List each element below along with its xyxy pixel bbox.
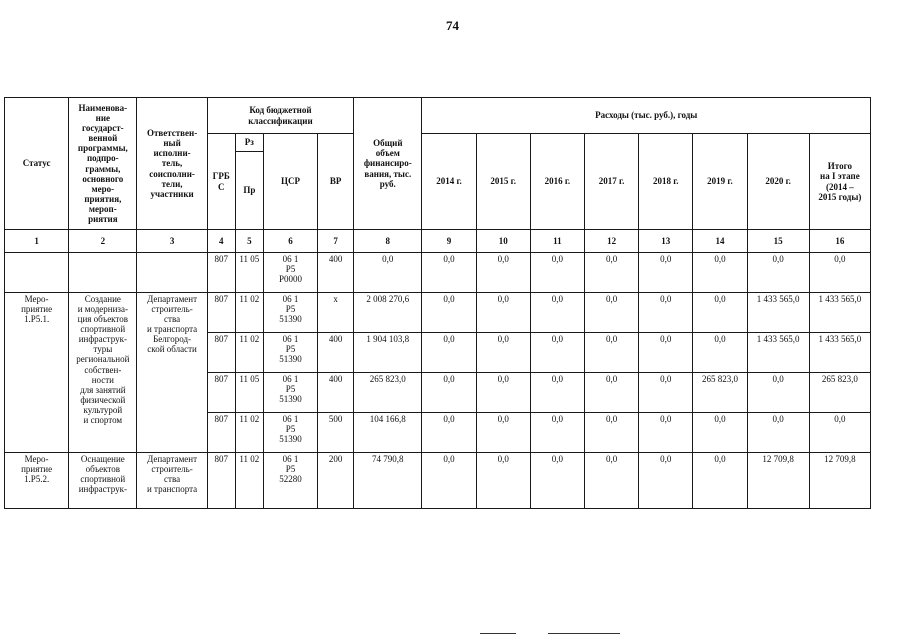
amount-2020: 0,0 <box>747 253 809 293</box>
column-number-row <box>5 230 871 253</box>
amount-2019: 0,0 <box>693 333 747 373</box>
grbs-cell: 807 <box>207 373 235 413</box>
amount-2019: 0,0 <box>693 253 747 293</box>
amount-2017: 0,0 <box>584 333 638 373</box>
header-year-2017: 2017 г. <box>584 134 638 230</box>
responsible-cell <box>137 253 207 293</box>
csr-cell: 06 1 P5 P0000 <box>263 253 317 293</box>
rzpr-cell: 11 02 <box>235 293 263 333</box>
amount-2018: 0,0 <box>639 253 693 293</box>
csr-cell: 06 1 P5 52280 <box>263 453 317 509</box>
column-number: 6 <box>263 230 317 253</box>
amount-stage: 0,0 <box>809 253 870 293</box>
column-number: 2 <box>69 230 137 253</box>
grbs-cell: 807 <box>207 453 235 509</box>
header-responsible: Ответствен- ный исполни- тель, соисполни- тели, участники <box>137 98 207 230</box>
header-year-2019: 2019 г. <box>693 134 747 230</box>
amount-2017: 0,0 <box>584 413 638 453</box>
rzpr-cell: 11 05 <box>235 373 263 413</box>
amount-2014: 0,0 <box>422 253 476 293</box>
amount-stage: 12 709,8 <box>809 453 870 509</box>
grbs-cell: 807 <box>207 293 235 333</box>
vr-cell: 400 <box>318 373 354 413</box>
column-number: 10 <box>476 230 530 253</box>
table-row <box>5 453 871 509</box>
header-year-2015: 2015 г. <box>476 134 530 230</box>
header-budget-code: Код бюджетной классификации <box>207 98 354 134</box>
page-number: 74 <box>446 18 459 33</box>
name-cell: Создание и модерниза- ция объектов спортивной инфраструк- туры региональной собствен- ности для занятий физической культурой и спортом <box>69 293 137 453</box>
amount-2020: 0,0 <box>747 413 809 453</box>
amount-2015: 0,0 <box>476 453 530 509</box>
scan-mark <box>480 633 516 634</box>
table-row <box>5 293 871 333</box>
total-cell: 1 904 103,8 <box>354 333 422 373</box>
column-number: 16 <box>809 230 870 253</box>
header-total-stage: Итого на I этапе (2014 – 2015 годы) <box>809 134 870 230</box>
amount-2015: 0,0 <box>476 373 530 413</box>
status-cell: Меро- приятие 1.P5.1. <box>5 293 69 453</box>
amount-2015: 0,0 <box>476 413 530 453</box>
amount-2017: 0,0 <box>584 373 638 413</box>
vr-cell: 500 <box>318 413 354 453</box>
header-grbs: ГРБ С <box>207 134 235 230</box>
amount-2018: 0,0 <box>639 413 693 453</box>
header-csr: ЦСР <box>263 134 317 230</box>
rzpr-cell: 11 02 <box>235 453 263 509</box>
responsible-cell: Департамент строитель- ства и транспорта <box>137 453 207 509</box>
amount-2016: 0,0 <box>530 333 584 373</box>
amount-2016: 0,0 <box>530 373 584 413</box>
header-total-volume: Общий объем финансиро- вания, тыс. руб. <box>354 98 422 230</box>
amount-2019: 0,0 <box>693 413 747 453</box>
amount-2019: 265 823,0 <box>693 373 747 413</box>
amount-2020: 0,0 <box>747 373 809 413</box>
table-header <box>5 98 871 253</box>
amount-stage: 265 823,0 <box>809 373 870 413</box>
table-row <box>5 253 871 293</box>
amount-2018: 0,0 <box>639 293 693 333</box>
amount-2019: 0,0 <box>693 453 747 509</box>
grbs-cell: 807 <box>207 333 235 373</box>
responsible-cell: Департамент строитель- ства и транспорта Белгород- ской области <box>137 293 207 453</box>
amount-stage: 0,0 <box>809 413 870 453</box>
csr-cell: 06 1 P5 51390 <box>263 373 317 413</box>
amount-2018: 0,0 <box>639 373 693 413</box>
amount-stage: 1 433 565,0 <box>809 293 870 333</box>
budget-table <box>4 97 871 509</box>
grbs-cell: 807 <box>207 253 235 293</box>
amount-2017: 0,0 <box>584 453 638 509</box>
vr-cell: 400 <box>318 333 354 373</box>
amount-2018: 0,0 <box>639 333 693 373</box>
column-number: 11 <box>530 230 584 253</box>
total-cell: 104 166,8 <box>354 413 422 453</box>
amount-2020: 1 433 565,0 <box>747 293 809 333</box>
vr-cell: х <box>318 293 354 333</box>
amount-2017: 0,0 <box>584 293 638 333</box>
amount-2016: 0,0 <box>530 453 584 509</box>
name-cell <box>69 253 137 293</box>
amount-2014: 0,0 <box>422 453 476 509</box>
vr-cell: 200 <box>318 453 354 509</box>
amount-stage: 1 433 565,0 <box>809 333 870 373</box>
total-cell: 265 823,0 <box>354 373 422 413</box>
column-number: 3 <box>137 230 207 253</box>
amount-2020: 1 433 565,0 <box>747 333 809 373</box>
status-cell <box>5 253 69 293</box>
amount-2014: 0,0 <box>422 333 476 373</box>
header-program-name: Наименова- ние государст- венной программы, подпро- граммы, основного меро- приятия, мероп- риятия <box>69 98 137 230</box>
amount-2014: 0,0 <box>422 413 476 453</box>
amount-2015: 0,0 <box>476 333 530 373</box>
rzpr-cell: 11 02 <box>235 413 263 453</box>
total-cell: 0,0 <box>354 253 422 293</box>
rzpr-cell: 11 02 <box>235 333 263 373</box>
column-number: 14 <box>693 230 747 253</box>
grbs-cell: 807 <box>207 413 235 453</box>
header-rz: Рз <box>235 134 263 152</box>
amount-2015: 0,0 <box>476 293 530 333</box>
name-cell: Оснащение объектов спортивной инфраструк- <box>69 453 137 509</box>
header-vr: ВР <box>318 134 354 230</box>
header-year-2016: 2016 г. <box>530 134 584 230</box>
amount-2016: 0,0 <box>530 413 584 453</box>
header-year-2014: 2014 г. <box>422 134 476 230</box>
column-number: 4 <box>207 230 235 253</box>
amount-2014: 0,0 <box>422 373 476 413</box>
amount-2018: 0,0 <box>639 453 693 509</box>
amount-2016: 0,0 <box>530 253 584 293</box>
scan-mark <box>548 633 620 634</box>
total-cell: 2 008 270,6 <box>354 293 422 333</box>
amount-2020: 12 709,8 <box>747 453 809 509</box>
header-year-2020: 2020 г. <box>747 134 809 230</box>
amount-2015: 0,0 <box>476 253 530 293</box>
vr-cell: 400 <box>318 253 354 293</box>
column-number: 12 <box>584 230 638 253</box>
column-number: 15 <box>747 230 809 253</box>
status-cell: Меро- приятие 1.P5.2. <box>5 453 69 509</box>
column-number: 1 <box>5 230 69 253</box>
total-cell: 74 790,8 <box>354 453 422 509</box>
header-status: Статус <box>5 98 69 230</box>
csr-cell: 06 1 P5 51390 <box>263 333 317 373</box>
header-year-2018: 2018 г. <box>639 134 693 230</box>
column-number: 5 <box>235 230 263 253</box>
column-number: 7 <box>318 230 354 253</box>
csr-cell: 06 1 P5 51390 <box>263 413 317 453</box>
amount-2016: 0,0 <box>530 293 584 333</box>
column-number: 9 <box>422 230 476 253</box>
csr-cell: 06 1 P5 51390 <box>263 293 317 333</box>
amount-2014: 0,0 <box>422 293 476 333</box>
table-body <box>5 253 871 509</box>
column-number: 8 <box>354 230 422 253</box>
amount-2017: 0,0 <box>584 253 638 293</box>
header-expenses: Расходы (тыс. руб.), годы <box>422 98 871 134</box>
amount-2019: 0,0 <box>693 293 747 333</box>
header-pr: Пр <box>235 152 263 230</box>
column-number: 13 <box>639 230 693 253</box>
rzpr-cell: 11 05 <box>235 253 263 293</box>
